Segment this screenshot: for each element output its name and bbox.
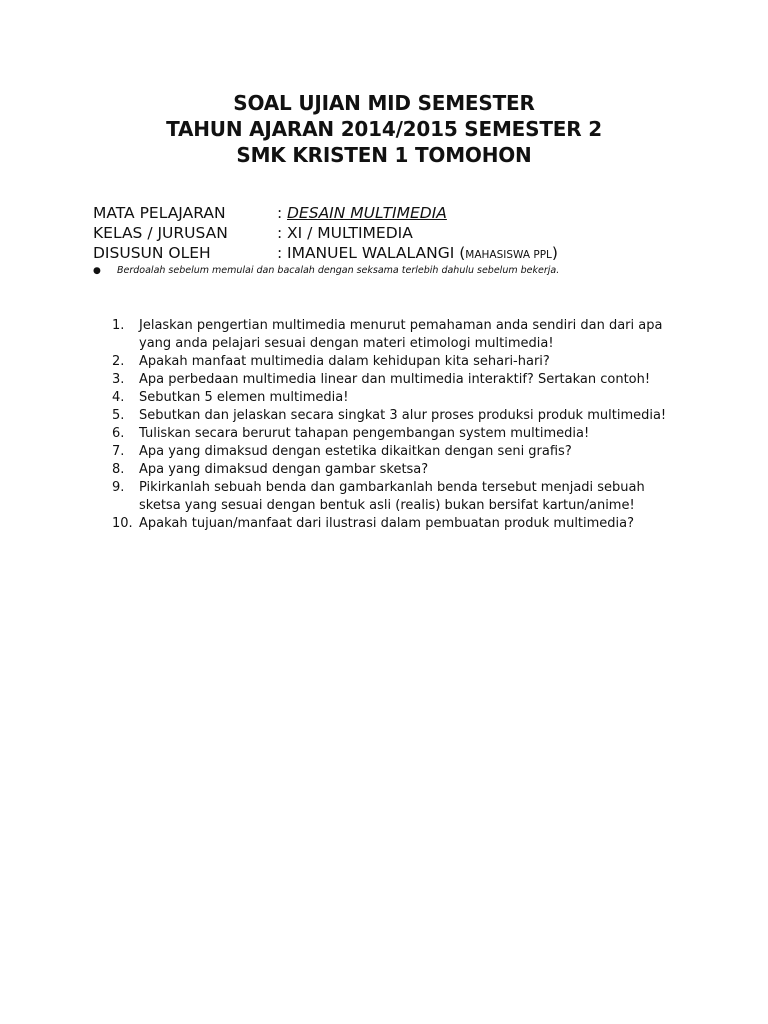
question-text: Jelaskan pengertian multimedia menurut pemahaman anda sendiri dan dari apa yang anda pelajari sesuai dengan materi etimologi multimedia!	[139, 318, 663, 351]
question-text: Apa yang dimaksud dengan estetika dikaitkan dengan seni grafis?	[139, 444, 572, 459]
info-row-subject	[93, 203, 693, 223]
question-number: 10.	[112, 516, 133, 531]
question-item	[112, 515, 682, 533]
question-number: 3.	[112, 372, 125, 387]
question-number: 7.	[112, 444, 125, 459]
instruction-text: Berdoalah sebelum memulai dan bacalah dengan seksama terlebih dahulu sebelum bekerja.	[117, 265, 560, 276]
question-text: Apakah tujuan/manfaat dari ilustrasi dalam pembuatan produk multimedia?	[139, 516, 635, 531]
question-item	[112, 479, 682, 515]
bullet-icon: ●	[93, 266, 101, 276]
class-colon: :	[277, 224, 283, 242]
class-label: KELAS / JURUSAN	[93, 224, 228, 242]
question-item	[112, 443, 682, 461]
question-list	[112, 317, 682, 533]
question-number: 4.	[112, 390, 125, 405]
author-note: MAHASISWA PPL	[465, 249, 552, 261]
exam-info	[93, 203, 693, 263]
question-item	[112, 371, 682, 389]
question-number: 9.	[112, 480, 125, 495]
question-text: Apa perbedaan multimedia linear dan multimedia interaktif? Sertakan contoh!	[139, 372, 651, 387]
author-note-open: (	[459, 244, 466, 262]
info-row-author	[93, 243, 693, 263]
exam-header	[0, 90, 768, 168]
author-value: IMANUEL WALALANGI	[287, 244, 455, 262]
author-value-group	[287, 243, 558, 263]
question-item	[112, 425, 682, 443]
question-text: Sebutkan 5 elemen multimedia!	[139, 390, 349, 405]
header-title: SOAL UJIAN MID SEMESTER	[233, 91, 535, 115]
instruction-note	[93, 265, 713, 277]
question-text: Apakah manfaat multimedia dalam kehidupan kita sehari-hari?	[139, 354, 550, 369]
author-label: DISUSUN OLEH	[93, 244, 211, 262]
question-item	[112, 317, 682, 353]
author-colon: :	[277, 244, 283, 262]
question-text: Sebutkan dan jelaskan secara singkat 3 alur proses produksi produk multimedia!	[139, 408, 667, 423]
question-number: 5.	[112, 408, 125, 423]
question-number: 8.	[112, 462, 125, 477]
question-item	[112, 407, 682, 425]
header-school: SMK KRISTEN 1 TOMOHON	[236, 143, 532, 167]
question-number: 6.	[112, 426, 125, 441]
subject-colon: :	[277, 204, 283, 222]
subject-label: MATA PELAJARAN	[93, 204, 226, 222]
question-item	[112, 461, 682, 479]
author-note-close: )	[551, 244, 558, 262]
question-text: Pikirkanlah sebuah benda dan gambarkanlah benda tersebut menjadi sebuah sketsa yang sesuai dengan bentuk asli (realis) bukan bersifat kartun/anime!	[139, 480, 645, 513]
question-number: 2.	[112, 354, 125, 369]
question-text: Tuliskan secara berurut tahapan pengembangan system multimedia!	[139, 426, 590, 441]
question-item	[112, 353, 682, 371]
header-academic-year: TAHUN AJARAN 2014/2015 SEMESTER 2	[166, 117, 602, 141]
question-item	[112, 389, 682, 407]
info-row-class	[93, 223, 693, 243]
class-value: XI / MULTIMEDIA	[287, 224, 413, 242]
question-text: Apa yang dimaksud dengan gambar sketsa?	[139, 462, 429, 477]
subject-value: DESAIN MULTIMEDIA	[287, 204, 447, 222]
question-number: 1.	[112, 318, 125, 333]
